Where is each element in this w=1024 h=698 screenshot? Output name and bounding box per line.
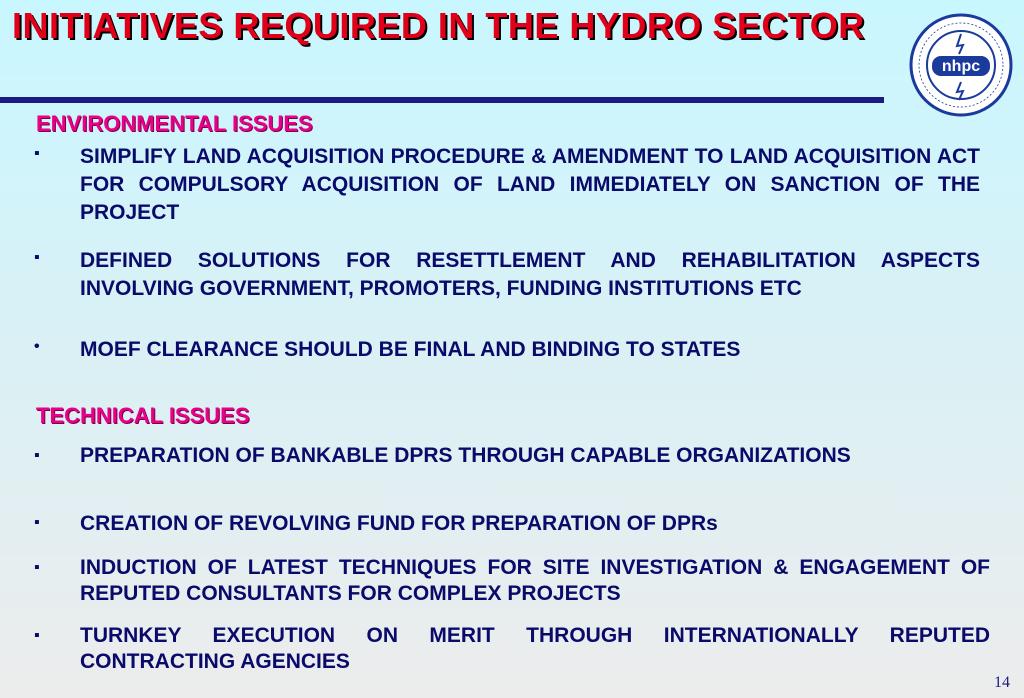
section-heading-environmental: ENVIRONMENTAL ISSUES <box>36 111 313 136</box>
list-item: MOEF CLEARANCE SHOULD BE FINAL AND BINDING TO STATES <box>80 338 741 361</box>
logo-text: nhpc <box>941 58 981 75</box>
section-heading-technical: TECHNICAL ISSUES <box>36 403 250 428</box>
list-bullet: ▪ <box>34 627 40 644</box>
list-bullet: • <box>34 338 40 355</box>
list-bullet: ▪ <box>34 514 40 531</box>
page-number: 14 <box>994 674 1010 691</box>
list-bullet: ▪ <box>34 559 40 576</box>
title-divider <box>0 97 884 103</box>
nhpc-logo-icon <box>908 12 1014 118</box>
list-item: INDUCTION OF LATEST TECHNIQUES FOR SITE INVESTIGATION & ENGAGEMENT OF REPUTED CONSULTANTS FOR COMPLEX PROJECTS <box>80 556 990 605</box>
list-bullet: ▪ <box>34 249 40 266</box>
list-item: SIMPLIFY LAND ACQUISITION PROCEDURE & AMENDMENT TO LAND ACQUISITION ACT FOR COMPULSORY ACQUISITION OF LAND IMMEDIATELY ON SANCTION OF THE PROJECT <box>80 145 980 224</box>
list-bullet: ▪ <box>34 447 40 464</box>
list-item: PREPARATION OF BANKABLE DPRS THROUGH CAPABLE ORGANIZATIONS <box>80 444 851 467</box>
list-item: CREATION OF REVOLVING FUND FOR PREPARATION OF DPRs <box>80 512 718 535</box>
list-bullet: ▪ <box>34 145 40 162</box>
list-item: DEFINED SOLUTIONS FOR RESETTLEMENT AND REHABILITATION ASPECTS INVOLVING GOVERNMENT, PROMOTERS, FUNDING INSTITUTIONS ETC <box>80 249 980 300</box>
list-item: TURNKEY EXECUTION ON MERIT THROUGH INTERNATIONALLY REPUTED CONTRACTING AGENCIES <box>80 624 990 673</box>
slide-title: INITIATIVES REQUIRED IN THE HYDRO SECTOR <box>12 5 865 46</box>
